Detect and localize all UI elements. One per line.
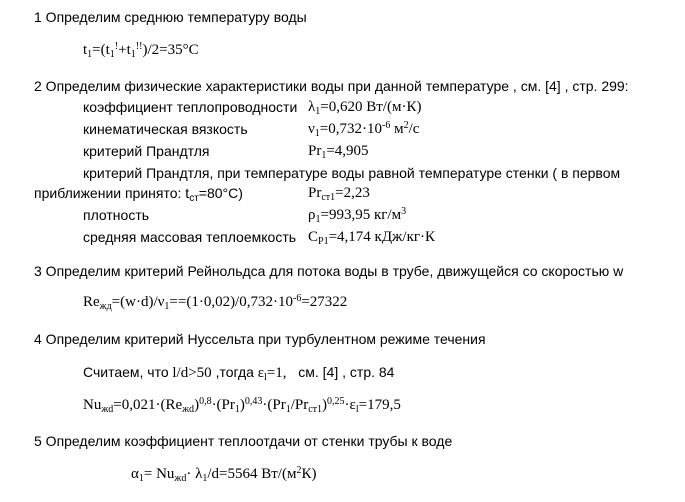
- value-kinematic-viscosity: $\nu_1=0,732\cdot 10^{-6}$ $м^2/с$: [308, 120, 420, 139]
- label-prandtl: критерий Прандтля: [83, 143, 210, 159]
- heat-transfer-formula: $\alpha_1= Nu_{жd}\cdot \lambda_1/d=5564$ $Вт/(м^2К)$: [131, 465, 317, 484]
- value-prandtl-wall: $Pr_{ст1}=2,23$: [308, 185, 370, 203]
- step4-heading: 4 Определим критерий Нуссельта при турбулентном режиме течения: [34, 331, 486, 347]
- value-heat-capacity: $C_{P1}=4,174$ кДж/кг·К: [308, 229, 436, 247]
- step3-heading: 3 Определим критерий Рейнольдса для потока воды в трубе, движущейся со скоростью w: [34, 263, 624, 279]
- label-prandtl-wall-line2: приближении принято: $t_{ст}=80^\circ С$): [34, 185, 243, 204]
- value-prandtl: $Pr_1=4,905$: [308, 143, 369, 161]
- value-thermal-conductivity: $\lambda_1=0,620$ Вт/(м·К): [308, 99, 422, 117]
- turbulence-condition: Считаем, что l/d>50 ,тогда $\varepsilon_l=1$, см. [4] , стр. 84: [83, 364, 395, 383]
- nusselt-formula: $Nu_{жd}=0,021\cdot(Re_{жd})^{0,8}\cdot(Pr_1)^{0,43}\cdot(Pr_1/Pr_{ст1})^{0,25}\cdot\varepsilon_l=179,5$: [83, 396, 401, 415]
- label-thermal-conductivity: коэффициент теплопроводности: [83, 99, 298, 115]
- value-density: $\rho_1=993,95$ $кг/м^3$: [308, 206, 407, 225]
- label-density: плотность: [83, 207, 150, 223]
- label-kinematic-viscosity: кинематическая вязкость: [83, 121, 248, 137]
- step5-heading: 5 Определим коэффициент теплоотдачи от стенки трубы к воде: [34, 433, 453, 449]
- step1-heading: 1 Определим среднюю температуру воды: [34, 9, 307, 25]
- reynolds-formula: $Re_{жд}=(w\cdot d)/\nu_1==(1\cdot 0,02)/0,732\cdot 10^{-6}=27322$: [83, 293, 348, 312]
- step2-heading: 2 Определим физические характеристики воды при данной температуре , см. [4] , стр. 299:: [34, 78, 629, 94]
- label-heat-capacity: средняя массовая теплоемкость: [83, 229, 297, 245]
- label-prandtl-wall-line1: критерий Прандтля, при температуре воды равной температуре стенки ( в первом: [83, 165, 621, 181]
- step1-formula: $t_1=(t_1^!+t_1^{!!})/2=35^\circ C$: [83, 41, 199, 60]
